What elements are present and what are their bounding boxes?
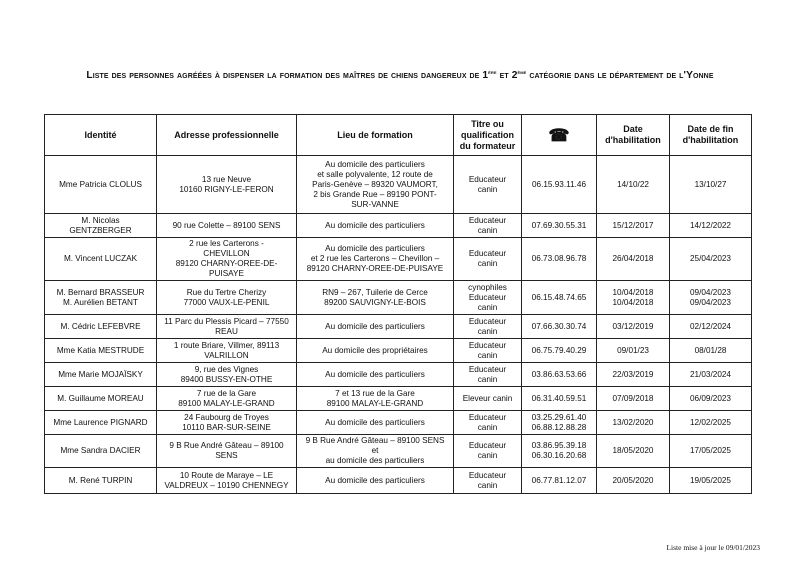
cell-identity: Mme Katia MESTRUDE [45,339,157,363]
cell-identity: M. Cédric LEFEBVRE [45,315,157,339]
trainers-table [44,114,752,494]
update-note: Liste mise à jour le 09/01/2023 [666,543,760,552]
cell-place: 7 et 13 rue de la Gare 89100 MALAY-LE-GRAND [297,387,454,411]
cell-title: Educateur canin [454,468,522,494]
cell-identity: Mme Patricia CLOLUS [45,156,157,214]
table-row [45,238,752,281]
phone-icon: ☎ [548,125,570,145]
cell-title: Educateur canin [454,411,522,435]
cell-identity: Mme Marie MOJAÏSKY [45,363,157,387]
cell-address: 2 rue les Carterons - CHEVILLON 89120 CHARNY-OREE-DE- PUISAYE [157,238,297,281]
cell-end: 06/09/2023 [670,387,752,411]
cell-place: Au domicile des particuliers [297,468,454,494]
cell-start: 22/03/2019 [597,363,670,387]
cell-title: Educateur canin [454,238,522,281]
cell-end: 13/10/27 [670,156,752,214]
cell-end: 25/04/2023 [670,238,752,281]
cell-title: Eleveur canin [454,387,522,411]
cell-address: 24 Faubourg de Troyes 10110 BAR-SUR-SEINE [157,411,297,435]
cell-phone: 03.86.95.39.18 06.30.16.20.68 [522,435,597,468]
cell-phone: 06.77.81.12.07 [522,468,597,494]
cell-phone: 03.25.29.61.40 06.88.12.88.28 [522,411,597,435]
header-end-date: Date de fin d'habilitation [670,115,752,156]
cell-phone: 06.15.93.11.46 [522,156,597,214]
table-row [45,315,752,339]
document-title: Liste des personnes agréées à dispenser la formation des maîtres de chiens dangereux de 1ère et 2ème catégorie dans le département de l'Yonne [86,70,714,81]
table-row [45,411,752,435]
header-identity: Identité [45,115,157,156]
cell-title: Educateur canin [454,315,522,339]
table-row [45,387,752,411]
table-row [45,339,752,363]
cell-identity: M. René TURPIN [45,468,157,494]
cell-start: 07/09/2018 [597,387,670,411]
cell-identity: M. Guillaume MOREAU [45,387,157,411]
cell-phone: 06.31.40.59.51 [522,387,597,411]
cell-start: 26/04/2018 [597,238,670,281]
table-row [45,363,752,387]
cell-phone: 06.73.08.96.78 [522,238,597,281]
cell-end: 19/05/2025 [670,468,752,494]
cell-address: 7 rue de la Gare 89100 MALAY-LE-GRAND [157,387,297,411]
cell-end: 09/04/2023 09/04/2023 [670,281,752,315]
cell-address: 13 rue Neuve 10160 RIGNY-LE-FERON [157,156,297,214]
cell-phone: 03.86.63.53.66 [522,363,597,387]
cell-start: 20/05/2020 [597,468,670,494]
cell-title: cynophiles Educateur canin [454,281,522,315]
cell-end: 08/01/28 [670,339,752,363]
cell-identity: Mme Sandra DACIER [45,435,157,468]
header-address: Adresse professionnelle [157,115,297,156]
header-qualification: Titre ou qualification du formateur [454,115,522,156]
cell-end: 21/03/2024 [670,363,752,387]
cell-start: 14/10/22 [597,156,670,214]
cell-place: Au domicile des particuliers [297,411,454,435]
cell-title: Educateur canin [454,156,522,214]
cell-identity: M. Bernard BRASSEUR M. Aurélien BETANT [45,281,157,315]
cell-address: 90 rue Colette – 89100 SENS [157,214,297,238]
cell-start: 15/12/2017 [597,214,670,238]
cell-title: Educateur canin [454,214,522,238]
cell-title: Educateur canin [454,363,522,387]
cell-end: 02/12/2024 [670,315,752,339]
cell-phone: 07.69.30.55.31 [522,214,597,238]
cell-end: 14/12/2022 [670,214,752,238]
table-row [45,156,752,214]
cell-start: 03/12/2019 [597,315,670,339]
cell-identity: M. Nicolas GENTZBERGER [45,214,157,238]
cell-phone: 06.75.79.40.29 [522,339,597,363]
cell-phone: 07.66.30.30.74 [522,315,597,339]
cell-place: Au domicile des particuliers [297,315,454,339]
table-row [45,435,752,468]
cell-address: 10 Route de Maraye – LE VALDREUX – 10190 CHENNEGY [157,468,297,494]
cell-phone: 06.15.48.74.65 [522,281,597,315]
cell-start: 09/01/23 [597,339,670,363]
cell-address: Rue du Tertre Cherizy 77000 VAUX-LE-PENIL [157,281,297,315]
cell-title: Educateur canin [454,435,522,468]
cell-place: Au domicile des propriétaires [297,339,454,363]
cell-identity: Mme Laurence PIGNARD [45,411,157,435]
cell-place: RN9 – 267, Tuilerie de Cerce 89200 SAUVIGNY-LE-BOIS [297,281,454,315]
cell-address: 9, rue des Vignes 89400 BUSSY-EN-OTHE [157,363,297,387]
header-phone [522,115,597,156]
cell-place: Au domicile des particuliers et salle polyvalente, 12 route de Paris-Genève – 89320 VAUMORT, 2 bis Grande Rue – 89190 PONT- SUR-VANNE [297,156,454,214]
cell-address: 9 B Rue André Gâteau – 89100 SENS [157,435,297,468]
cell-start: 18/05/2020 [597,435,670,468]
cell-end: 17/05/2025 [670,435,752,468]
header-training-place: Lieu de formation [297,115,454,156]
table-row [45,468,752,494]
cell-place: 9 B Rue André Gâteau – 89100 SENS et au domicile des particuliers [297,435,454,468]
cell-place: Au domicile des particuliers [297,214,454,238]
cell-place: Au domicile des particuliers [297,363,454,387]
table-row [45,214,752,238]
cell-start: 13/02/2020 [597,411,670,435]
table-header-row [45,115,752,156]
cell-identity: M. Vincent LUCZAK [45,238,157,281]
header-start-date: Date d'habilitation [597,115,670,156]
cell-address: 1 route Briare, Villmer, 89113 VALRILLON [157,339,297,363]
cell-address: 11 Parc du Plessis Picard – 77550 REAU [157,315,297,339]
cell-end: 12/02/2025 [670,411,752,435]
table-row [45,281,752,315]
cell-place: Au domicile des particuliers et 2 rue les Carterons – Chevillon – 89120 CHARNY-OREE-DE-PUISAYE [297,238,454,281]
cell-start: 10/04/2018 10/04/2018 [597,281,670,315]
cell-title: Educateur canin [454,339,522,363]
